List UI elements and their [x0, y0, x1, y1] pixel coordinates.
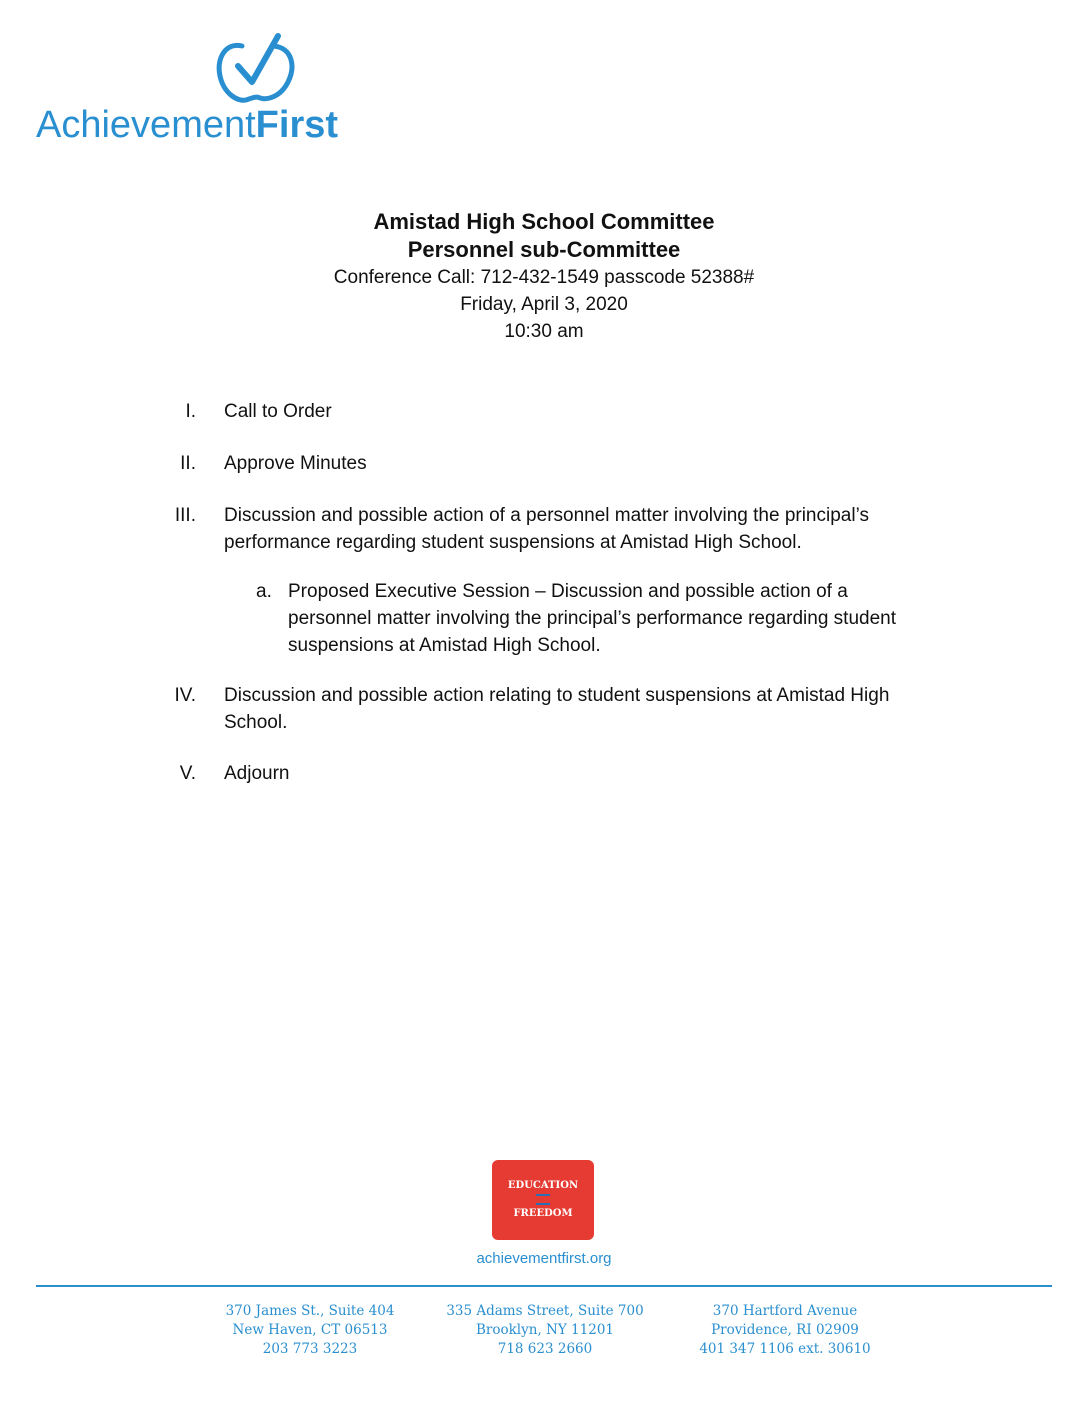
address-line: 335 Adams Street, Suite 700	[446, 1303, 644, 1319]
address-line: Brooklyn, NY 11201	[476, 1322, 614, 1338]
subitem-text	[288, 578, 938, 659]
agenda-number: I.	[185, 401, 196, 422]
agenda-text	[224, 502, 924, 556]
agenda-line: Discussion and possible action relating to student suspensions at Amistad High	[224, 685, 890, 706]
website-link[interactable]: achievementfirst.org	[476, 1250, 612, 1267]
subcommittee-title: Personnel sub-Committee	[407, 237, 681, 262]
badge-line-2: FREEDOM	[513, 1208, 573, 1219]
address-line: 370 James St., Suite 404	[225, 1303, 395, 1319]
badge-line-1: EDUCATION	[507, 1180, 579, 1191]
phone-number: 203 773 3223	[262, 1341, 358, 1357]
logo-wordmark	[36, 104, 338, 147]
logo-word-first: First	[255, 104, 339, 146]
subitem-line: suspensions at Amistad High School.	[288, 635, 601, 656]
subitem-line: personnel matter involving the principal’s performance regarding student	[288, 608, 896, 629]
footer-divider	[36, 1285, 1052, 1287]
address-brooklyn	[425, 1302, 665, 1359]
agenda-text	[224, 682, 924, 736]
agenda-line: School.	[224, 712, 288, 733]
agenda-line: Call to Order	[224, 401, 332, 422]
subitem-letter: a.	[256, 581, 272, 602]
agenda-line: Adjourn	[224, 763, 290, 784]
agenda-number: IV.	[174, 685, 196, 706]
agenda-text	[224, 450, 924, 477]
agenda-text	[224, 760, 924, 787]
meeting-date: Friday, April 3, 2020	[460, 294, 628, 315]
agenda-line: Approve Minutes	[224, 453, 367, 474]
address-line: Providence, RI 02909	[711, 1322, 859, 1338]
phone-number: 401 347 1106 ext. 30610	[699, 1341, 871, 1357]
agenda-line: performance regarding student suspensions at Amistad High School.	[224, 532, 802, 553]
agenda-number: II.	[180, 453, 196, 474]
address-providence	[665, 1302, 905, 1359]
meeting-header	[0, 208, 1088, 345]
phone-number: 718 623 2660	[497, 1341, 593, 1357]
address-line: New Haven, CT 06513	[232, 1322, 388, 1338]
agenda-line: Discussion and possible action of a personnel matter involving the principal’s	[224, 505, 869, 526]
conference-call-info: Conference Call: 712-432-1549 passcode 52388#	[333, 267, 755, 288]
agenda-text	[224, 398, 924, 425]
achievement-first-logo	[36, 28, 356, 148]
equals-icon	[536, 1194, 550, 1205]
address-new-haven	[190, 1302, 430, 1359]
logo-word-achievement: Achievement	[36, 104, 256, 146]
subitem-line: Proposed Executive Session – Discussion and possible action of a	[288, 581, 848, 602]
address-line: 370 Hartford Avenue	[712, 1303, 858, 1319]
agenda-number: III.	[174, 505, 196, 526]
education-freedom-badge	[492, 1160, 594, 1240]
agenda-number: V.	[179, 763, 196, 784]
apple-check-icon	[212, 28, 308, 108]
committee-title: Amistad High School Committee	[373, 209, 715, 234]
meeting-time: 10:30 am	[504, 321, 584, 342]
